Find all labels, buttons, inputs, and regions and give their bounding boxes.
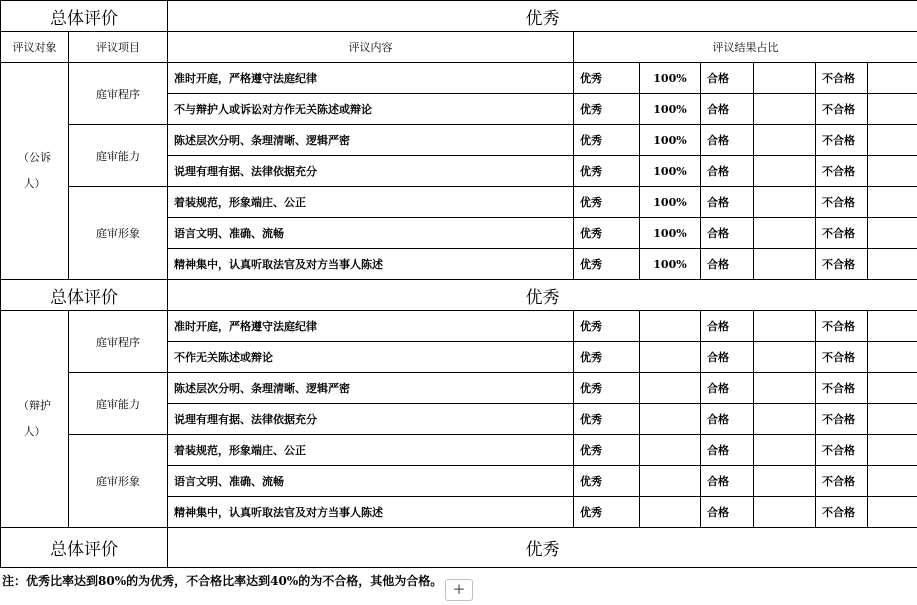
label-pass: 合格	[701, 249, 754, 280]
label-fail: 不合格	[816, 497, 868, 528]
label-pass: 合格	[701, 435, 754, 466]
evaluation-content: 着装规范，形象端庄、公正	[168, 435, 574, 466]
label-excellent: 优秀	[574, 156, 640, 187]
fail-percent	[868, 125, 917, 156]
label-pass: 合格	[701, 187, 754, 218]
add-button[interactable]	[445, 579, 473, 601]
label-fail: 不合格	[816, 435, 868, 466]
table-row	[1, 125, 917, 156]
object-line: （辩护	[18, 399, 51, 412]
pass-percent	[754, 373, 816, 404]
label-fail: 不合格	[816, 63, 868, 94]
fail-percent	[868, 94, 917, 125]
evaluation-content: 陈述层次分明、条理清晰、逻辑严密	[168, 125, 574, 156]
object-line: 人）	[23, 425, 46, 438]
label-excellent: 优秀	[574, 342, 640, 373]
fail-percent	[868, 342, 917, 373]
label-pass: 合格	[701, 218, 754, 249]
label-pass: 合格	[701, 156, 754, 187]
excellent-percent: 100%	[640, 63, 701, 94]
excellent-percent	[640, 466, 701, 497]
pass-percent	[754, 94, 816, 125]
header-item: 评议项目	[69, 32, 168, 63]
fail-percent	[868, 373, 917, 404]
pass-percent	[754, 342, 816, 373]
pass-percent	[754, 125, 816, 156]
evaluation-item: 庭审能力	[69, 373, 168, 435]
label-fail: 不合格	[816, 311, 868, 342]
label-fail: 不合格	[816, 249, 868, 280]
label-pass: 合格	[701, 63, 754, 94]
label-fail: 不合格	[816, 156, 868, 187]
label-pass: 合格	[701, 94, 754, 125]
label-pass: 合格	[701, 125, 754, 156]
label-pass: 合格	[701, 311, 754, 342]
overall-row-middle	[1, 280, 917, 311]
label-excellent: 优秀	[574, 125, 640, 156]
excellent-percent: 100%	[640, 94, 701, 125]
plus-icon: +	[452, 580, 466, 598]
label-excellent: 优秀	[574, 94, 640, 125]
table-row	[1, 311, 917, 342]
excellent-percent: 100%	[640, 125, 701, 156]
overall-label: 总体评价	[1, 280, 168, 311]
label-excellent: 优秀	[574, 187, 640, 218]
overall-row-top	[1, 1, 917, 32]
overall-value: 优秀	[168, 280, 917, 311]
label-fail: 不合格	[816, 94, 868, 125]
overall-label: 总体评价	[1, 1, 168, 32]
evaluation-object	[1, 311, 69, 528]
fail-percent	[868, 187, 917, 218]
fail-percent	[868, 311, 917, 342]
excellent-percent: 100%	[640, 156, 701, 187]
pass-percent	[754, 435, 816, 466]
evaluation-content: 语言文明、准确、流畅	[168, 466, 574, 497]
pass-percent	[754, 466, 816, 497]
evaluation-content: 陈述层次分明、条理清晰、逻辑严密	[168, 373, 574, 404]
fail-percent	[868, 63, 917, 94]
excellent-percent: 100%	[640, 249, 701, 280]
excellent-percent	[640, 404, 701, 435]
table-row	[1, 435, 917, 466]
fail-percent	[868, 249, 917, 280]
evaluation-content: 不作无关陈述或辩论	[168, 342, 574, 373]
label-pass: 合格	[701, 373, 754, 404]
pass-percent	[754, 404, 816, 435]
label-excellent: 优秀	[574, 311, 640, 342]
excellent-percent	[640, 373, 701, 404]
table-row	[1, 63, 917, 94]
label-pass: 合格	[701, 466, 754, 497]
overall-label: 总体评价	[1, 528, 168, 568]
excellent-percent	[640, 342, 701, 373]
label-excellent: 优秀	[574, 373, 640, 404]
label-fail: 不合格	[816, 125, 868, 156]
object-line: （公诉	[18, 151, 51, 164]
label-excellent: 优秀	[574, 249, 640, 280]
pass-percent	[754, 249, 816, 280]
fail-percent	[868, 156, 917, 187]
label-fail: 不合格	[816, 466, 868, 497]
evaluation-content: 精神集中，认真听取法官及对方当事人陈述	[168, 249, 574, 280]
label-pass: 合格	[701, 342, 754, 373]
label-excellent: 优秀	[574, 218, 640, 249]
fail-percent	[868, 435, 917, 466]
pass-percent	[754, 311, 816, 342]
evaluation-object	[1, 63, 69, 280]
evaluation-content: 语言文明、准确、流畅	[168, 218, 574, 249]
header-object: 评议对象	[1, 32, 69, 63]
label-fail: 不合格	[816, 373, 868, 404]
label-pass: 合格	[701, 404, 754, 435]
evaluation-item: 庭审程序	[69, 311, 168, 373]
excellent-percent: 100%	[640, 218, 701, 249]
header-content: 评议内容	[168, 32, 574, 63]
label-excellent: 优秀	[574, 404, 640, 435]
pass-percent	[754, 497, 816, 528]
evaluation-content: 着装规范，形象端庄、公正	[168, 187, 574, 218]
label-fail: 不合格	[816, 342, 868, 373]
table-row	[1, 373, 917, 404]
excellent-percent	[640, 311, 701, 342]
label-excellent: 优秀	[574, 497, 640, 528]
label-pass: 合格	[701, 497, 754, 528]
label-excellent: 优秀	[574, 63, 640, 94]
pass-percent	[754, 218, 816, 249]
label-fail: 不合格	[816, 218, 868, 249]
fail-percent	[868, 497, 917, 528]
evaluation-content: 精神集中，认真听取法官及对方当事人陈述	[168, 497, 574, 528]
excellent-percent	[640, 497, 701, 528]
pass-percent	[754, 187, 816, 218]
excellent-percent	[640, 435, 701, 466]
evaluation-content: 准时开庭，严格遵守法庭纪律	[168, 311, 574, 342]
label-fail: 不合格	[816, 404, 868, 435]
overall-value: 优秀	[168, 528, 917, 568]
evaluation-content: 说理有理有据、法律依据充分	[168, 404, 574, 435]
excellent-percent: 100%	[640, 187, 701, 218]
evaluation-content: 准时开庭，严格遵守法庭纪律	[168, 63, 574, 94]
pass-percent	[754, 63, 816, 94]
object-line: 人）	[23, 177, 46, 190]
header-result: 评议结果占比	[574, 32, 917, 63]
evaluation-content: 说理有理有据、法律依据充分	[168, 156, 574, 187]
evaluation-item: 庭审形象	[69, 187, 168, 280]
table-row	[1, 187, 917, 218]
fail-percent	[868, 404, 917, 435]
overall-row-bottom	[1, 528, 917, 568]
evaluation-item: 庭审能力	[69, 125, 168, 187]
evaluation-item: 庭审程序	[69, 63, 168, 125]
fail-percent	[868, 466, 917, 497]
footnote: 注：优秀比率达到80%的为优秀，不合格比率达到40%的为不合格，其他为合格。	[2, 574, 443, 588]
label-excellent: 优秀	[574, 466, 640, 497]
evaluation-item: 庭审形象	[69, 435, 168, 528]
label-excellent: 优秀	[574, 435, 640, 466]
overall-value: 优秀	[168, 1, 917, 32]
fail-percent	[868, 218, 917, 249]
evaluation-content: 不与辩护人或诉讼对方作无关陈述或辩论	[168, 94, 574, 125]
pass-percent	[754, 156, 816, 187]
header-row	[1, 32, 917, 63]
label-fail: 不合格	[816, 187, 868, 218]
